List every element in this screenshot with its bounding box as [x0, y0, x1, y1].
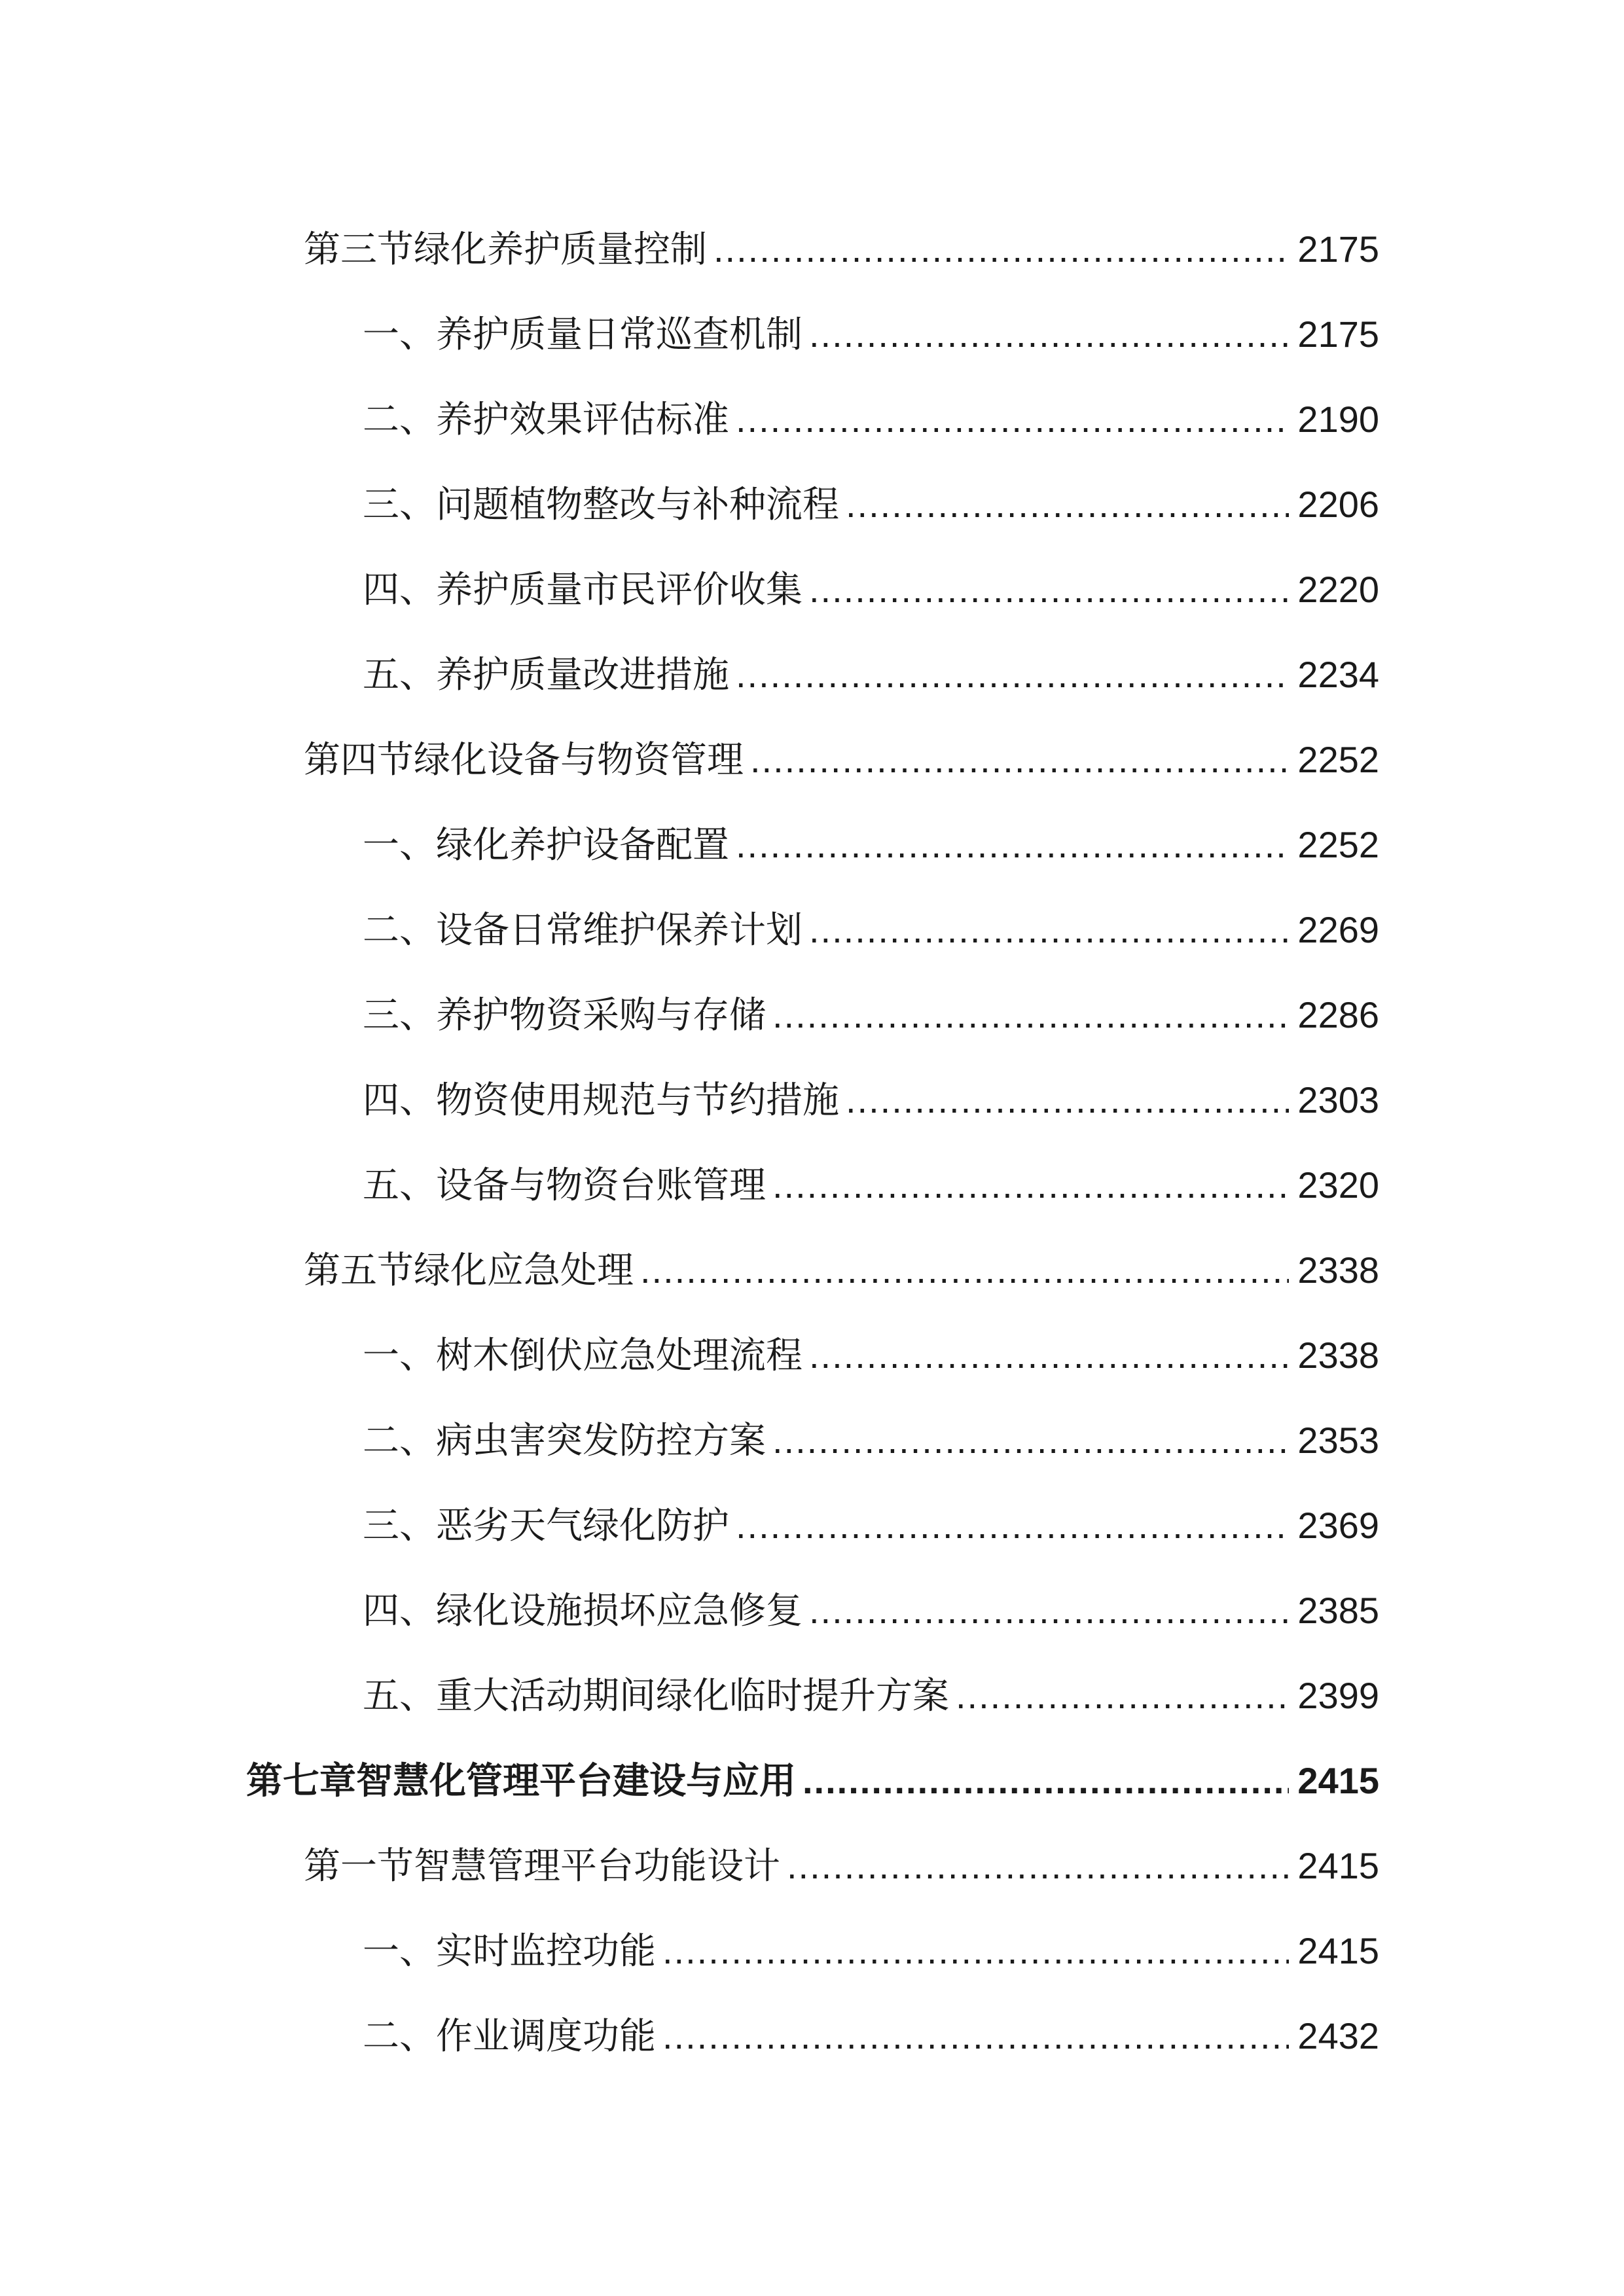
toc-subsection-entry[interactable]	[0, 973, 1624, 1058]
toc-entry-title: 四、绿化设施损坏应急修复	[363, 1590, 803, 1632]
toc-page-number: 2415	[1297, 1760, 1379, 1801]
toc-page-number: 2190	[1297, 399, 1379, 440]
toc-subsection-entry[interactable]	[0, 1909, 1624, 1994]
toc-page-number: 2432	[1297, 2015, 1379, 2056]
toc-page-number: 2338	[1297, 1335, 1379, 1376]
toc-dot-leader	[803, 1738, 1289, 1823]
toc-dot-leader	[772, 1143, 1289, 1228]
toc-entry-title: 二、病虫害突发防控方案	[363, 1420, 766, 1462]
toc-entry-title: 五、重大活动期间绿化临时提升方案	[363, 1675, 949, 1717]
toc-page-number: 2415	[1297, 1845, 1379, 1886]
toc-page-number: 2303	[1297, 1079, 1379, 1121]
toc-dot-leader	[956, 1653, 1289, 1738]
toc-dot-leader	[809, 547, 1289, 632]
toc-entry-title: 三、养护物资采购与存储	[363, 994, 766, 1037]
toc-entry-title: 四、养护质量市民评价收集	[363, 569, 803, 611]
toc-subsection-entry[interactable]	[0, 632, 1624, 717]
toc-dot-leader	[640, 1228, 1289, 1313]
toc-entry-title: 二、养护效果评估标准	[363, 399, 729, 441]
toc-section-entry[interactable]	[0, 717, 1624, 802]
toc-entry-title: 第四节绿化设备与物资管理	[304, 739, 744, 781]
toc-subsection-entry[interactable]	[0, 1483, 1624, 1568]
toc-entry-title: 第一节智慧管理平台功能设计	[304, 1845, 780, 1888]
toc-page-number: 2252	[1297, 824, 1379, 865]
toc-subsection-entry[interactable]	[0, 1313, 1624, 1398]
toc-page-number: 2252	[1297, 739, 1379, 780]
toc-subsection-entry[interactable]	[0, 462, 1624, 547]
toc-dot-leader	[736, 377, 1289, 462]
toc-page-number: 2338	[1297, 1249, 1379, 1291]
toc-page-number: 2234	[1297, 654, 1379, 695]
toc-subsection-entry[interactable]	[0, 1143, 1624, 1228]
table-of-contents	[0, 207, 1624, 2079]
toc-page-number: 2269	[1297, 909, 1379, 950]
toc-page-number: 2369	[1297, 1505, 1379, 1546]
toc-entry-title: 二、作业调度功能	[363, 2015, 656, 2058]
toc-page-number: 2175	[1297, 314, 1379, 355]
toc-dot-leader	[809, 292, 1289, 377]
toc-subsection-entry[interactable]	[0, 1994, 1624, 2079]
toc-dot-leader	[809, 888, 1289, 973]
toc-page-number: 2353	[1297, 1420, 1379, 1461]
toc-subsection-entry[interactable]	[0, 1058, 1624, 1143]
toc-page-number: 2175	[1297, 228, 1379, 270]
toc-entry-title: 三、问题植物整改与补种流程	[363, 484, 839, 526]
toc-dot-leader	[772, 1398, 1289, 1483]
toc-chapter-entry[interactable]	[0, 1738, 1624, 1823]
toc-entry-title: 五、设备与物资台账管理	[363, 1164, 766, 1207]
toc-page-number: 2385	[1297, 1590, 1379, 1631]
toc-subsection-entry[interactable]	[0, 1653, 1624, 1738]
toc-entry-title: 一、养护质量日常巡查机制	[363, 314, 803, 356]
toc-subsection-entry[interactable]	[0, 292, 1624, 377]
toc-subsection-entry[interactable]	[0, 1398, 1624, 1483]
toc-dot-leader	[846, 1058, 1289, 1143]
toc-page-number: 2286	[1297, 994, 1379, 1035]
toc-entry-title: 第五节绿化应急处理	[304, 1249, 634, 1292]
toc-entry-title: 四、物资使用规范与节约措施	[363, 1079, 839, 1122]
toc-dot-leader	[846, 462, 1289, 547]
toc-entry-title: 一、树木倒伏应急处理流程	[363, 1335, 803, 1377]
toc-section-entry[interactable]	[0, 1228, 1624, 1313]
toc-page-number: 2399	[1297, 1675, 1379, 1716]
toc-dot-leader	[809, 1313, 1289, 1398]
toc-entry-title: 三、恶劣天气绿化防护	[363, 1505, 729, 1547]
toc-subsection-entry[interactable]	[0, 377, 1624, 462]
toc-page-number: 2220	[1297, 569, 1379, 610]
toc-dot-leader	[809, 1568, 1289, 1653]
toc-section-entry[interactable]	[0, 1823, 1624, 1909]
toc-dot-leader	[772, 973, 1289, 1058]
toc-page-number: 2415	[1297, 1930, 1379, 1971]
toc-entry-title: 第七章智慧化管理平台建设与应用	[246, 1760, 796, 1803]
toc-entry-title: 一、实时监控功能	[363, 1930, 656, 1973]
toc-dot-leader	[787, 1823, 1289, 1909]
toc-entry-title: 第三节绿化养护质量控制	[304, 228, 707, 271]
toc-subsection-entry[interactable]	[0, 802, 1624, 888]
toc-entry-title: 二、设备日常维护保养计划	[363, 909, 803, 952]
toc-dot-leader	[662, 1994, 1289, 2079]
toc-subsection-entry[interactable]	[0, 1568, 1624, 1653]
toc-dot-leader	[713, 207, 1289, 292]
toc-entry-title: 五、养护质量改进措施	[363, 654, 729, 696]
toc-page-number: 2206	[1297, 484, 1379, 525]
toc-subsection-entry[interactable]	[0, 888, 1624, 973]
toc-dot-leader	[750, 717, 1289, 802]
toc-dot-leader	[662, 1909, 1289, 1994]
toc-section-entry[interactable]	[0, 207, 1624, 292]
toc-page-number: 2320	[1297, 1164, 1379, 1206]
toc-subsection-entry[interactable]	[0, 547, 1624, 632]
toc-dot-leader	[736, 1483, 1289, 1568]
toc-entry-title: 一、绿化养护设备配置	[363, 824, 729, 867]
toc-dot-leader	[736, 632, 1289, 717]
toc-dot-leader	[736, 802, 1289, 888]
